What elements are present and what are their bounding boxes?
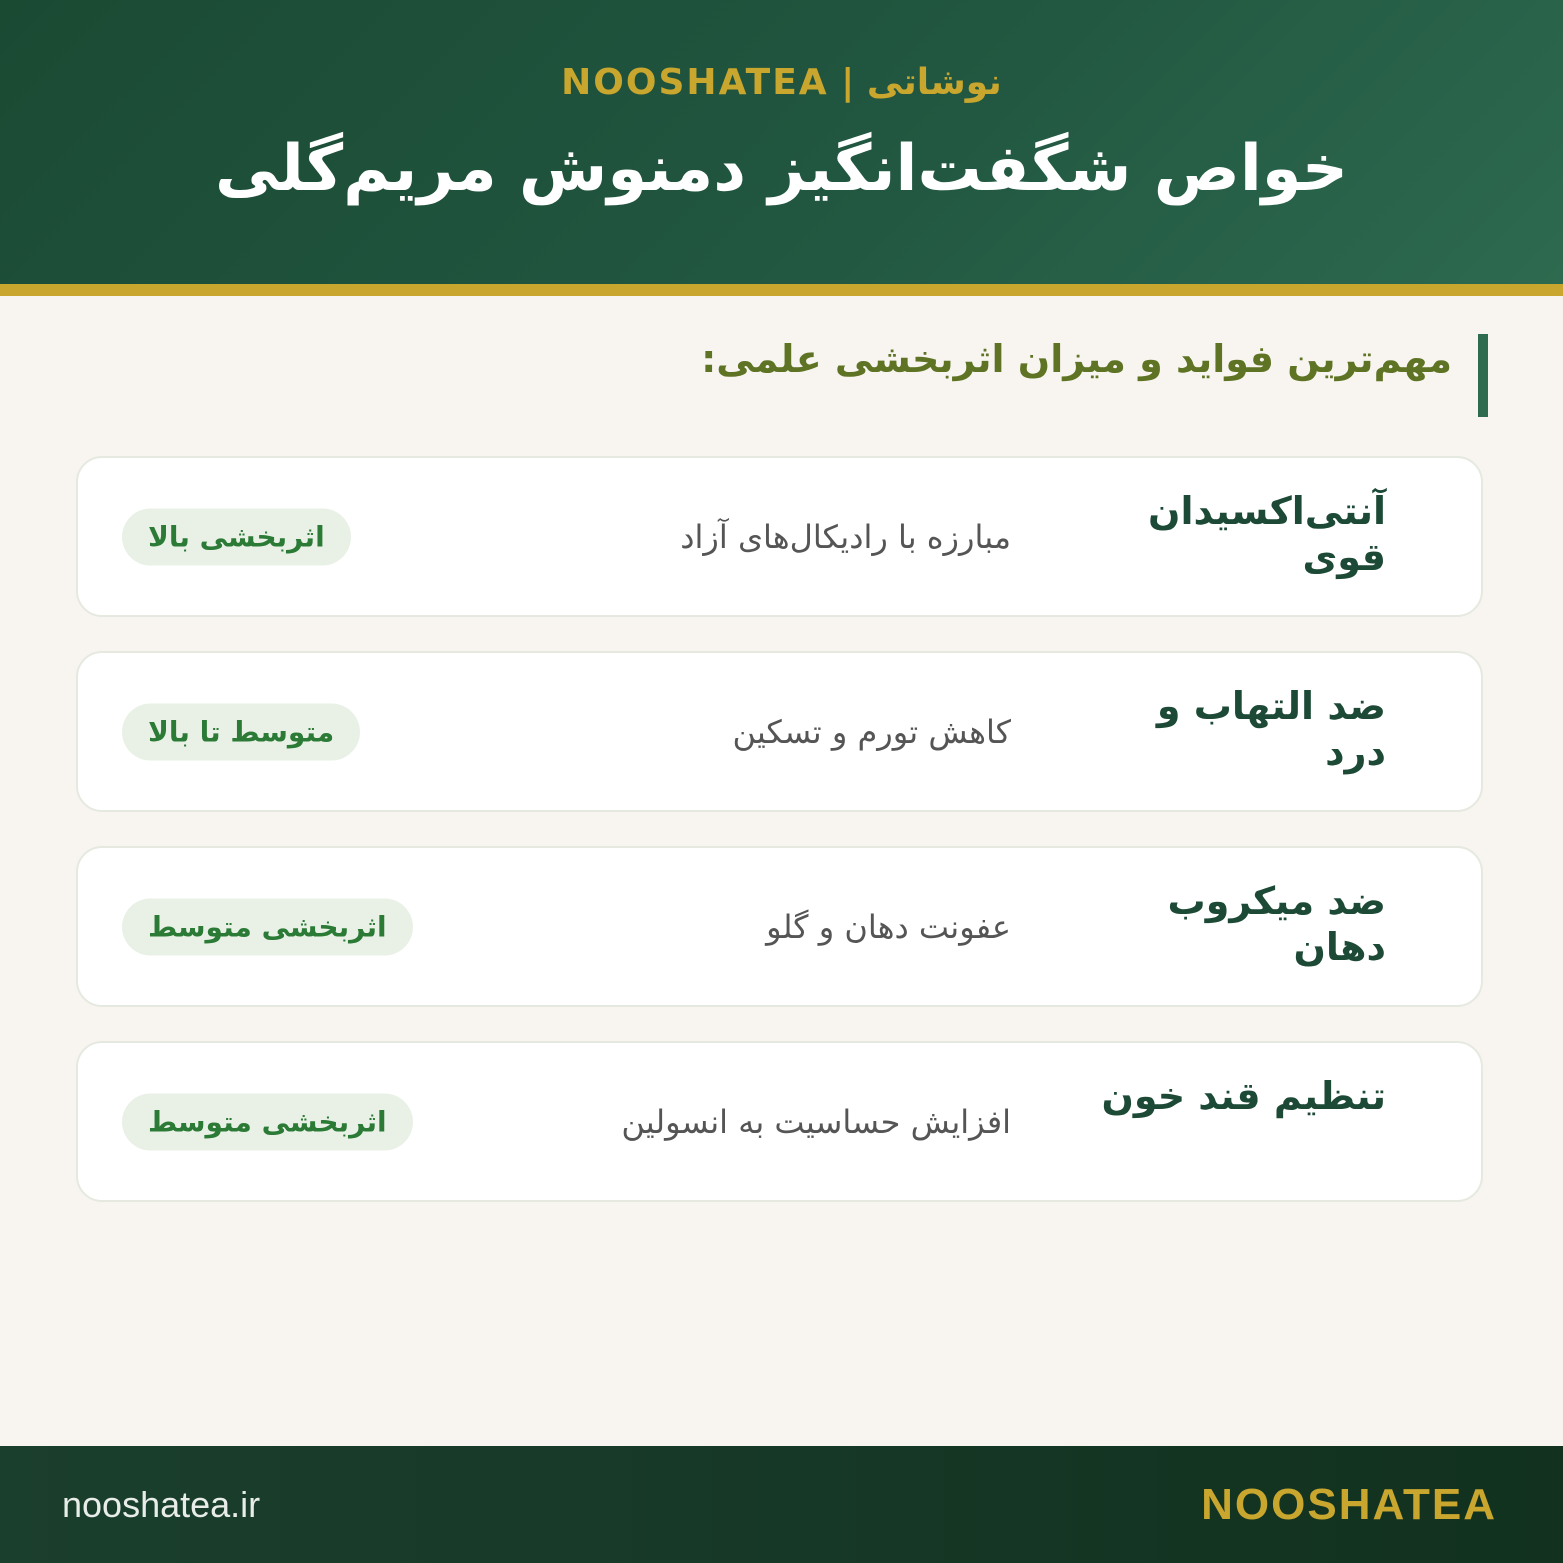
effectiveness-badge: اثربخشی بالا: [122, 508, 351, 565]
benefit-description: افزایش حساسیت به انسولین: [621, 1102, 1011, 1141]
gold-divider: [0, 284, 1563, 296]
section-title: مهم‌ترین فواید و میزان اثربخشی علمی:: [701, 337, 1452, 381]
page-title: خواص شگفت‌انگیز دمنوش مریم‌گلی: [215, 132, 1348, 206]
benefit-card: [76, 846, 1483, 1007]
benefit-card: [76, 651, 1483, 812]
footer-bar: [0, 1446, 1563, 1563]
benefit-list: [76, 456, 1487, 1236]
benefit-title: ضد التهاب و درد: [1156, 684, 1386, 774]
benefit-description: عفونت دهان و گلو: [766, 907, 1011, 946]
benefit-title: تنظیم قند خون: [1101, 1074, 1386, 1118]
benefit-title: آنتی‌اکسیدان قوی: [1148, 489, 1386, 579]
benefit-description: کاهش تورم و تسکین: [732, 712, 1011, 751]
effectiveness-badge: اثربخشی متوسط: [122, 898, 413, 955]
footer-website: nooshatea.ir: [62, 1484, 261, 1525]
brand-line: نوشاتی | NOOSHATEA: [561, 62, 1002, 103]
benefit-card: [76, 456, 1483, 617]
header-banner: [0, 0, 1563, 284]
effectiveness-badge: متوسط تا بالا: [122, 703, 360, 760]
section-heading-wrap: [701, 334, 1488, 417]
footer-brand: NOOSHATEA: [1201, 1480, 1497, 1529]
benefit-title: ضد میکروب دهان: [1167, 879, 1386, 969]
benefit-description: مبارزه با رادیکال‌های آزاد: [680, 517, 1011, 556]
effectiveness-badge: اثربخشی متوسط: [122, 1093, 413, 1150]
benefit-card: [76, 1041, 1483, 1202]
